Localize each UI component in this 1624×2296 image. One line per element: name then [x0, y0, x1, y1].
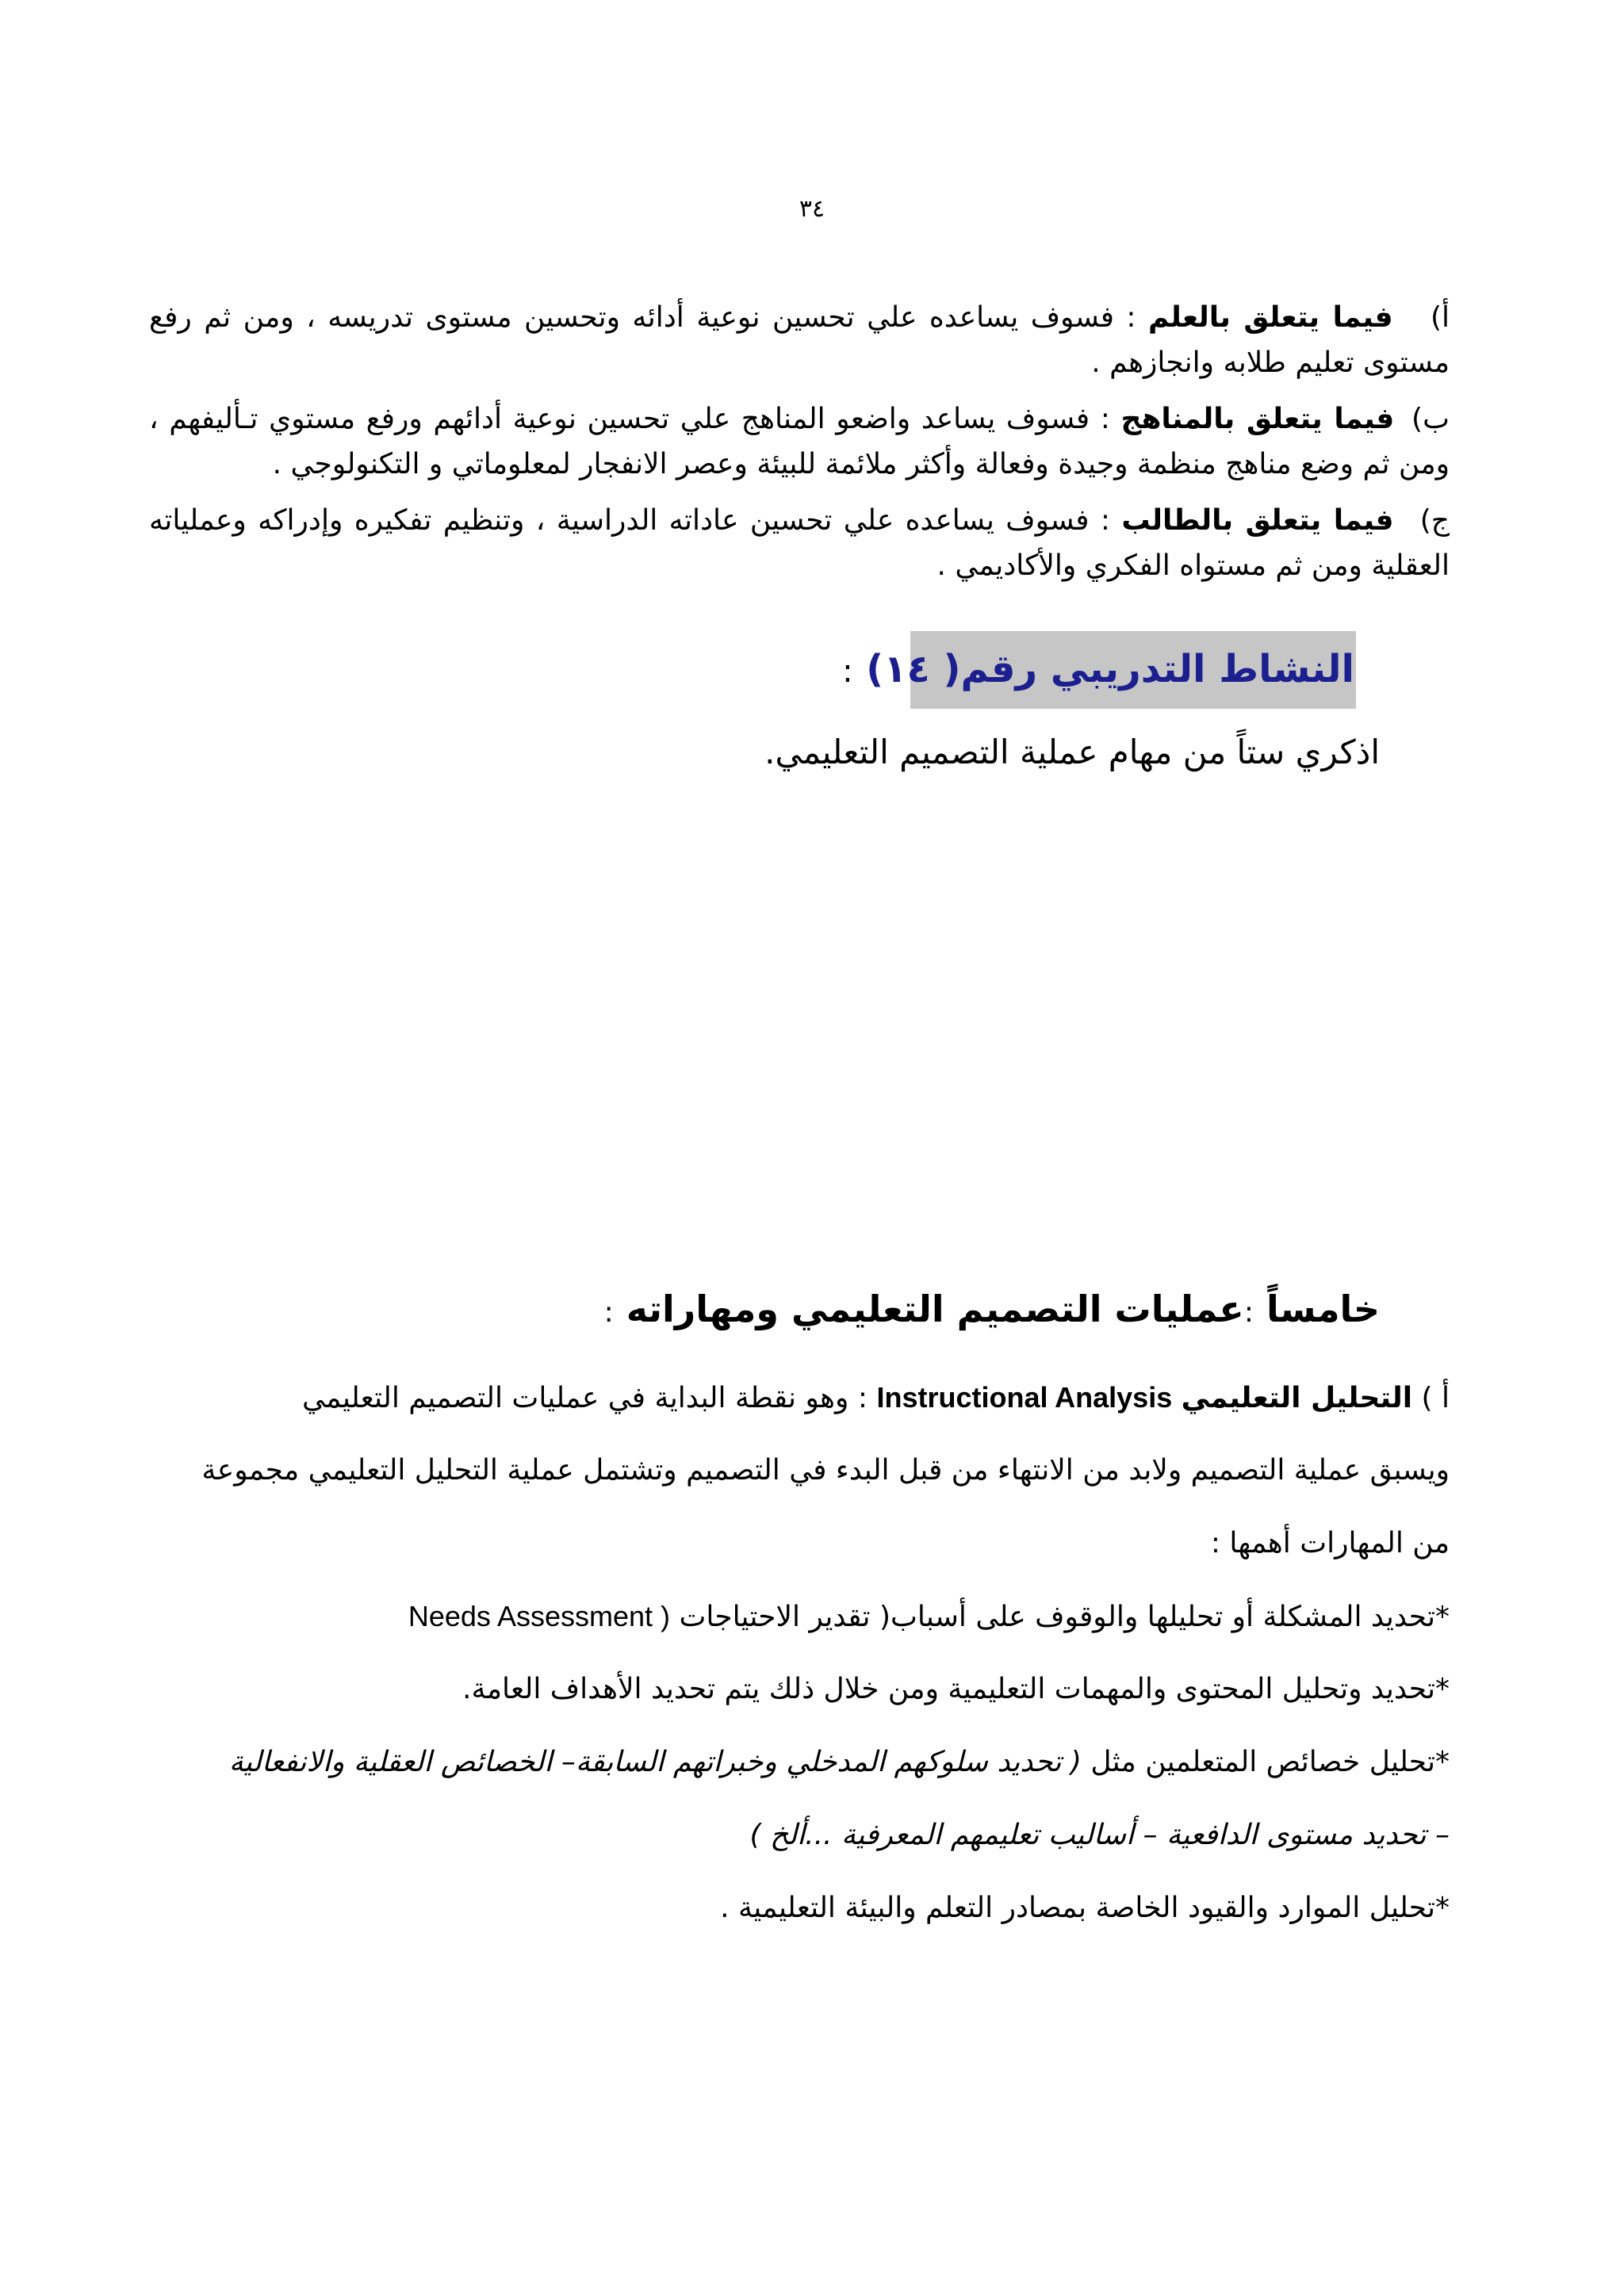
- bullet-text: *تحديد المشكلة أو تحليلها والوقوف على أسباب( تقدير الاحتياجات: [679, 1601, 1450, 1633]
- bullet-text: *تحليل خصائص المتعلمين مثل: [1090, 1746, 1450, 1778]
- bullet-learners: [229, 1743, 1450, 1782]
- intro-item-c: [149, 498, 1450, 588]
- activity-title-text: النشاط التدريبي رقم( ١٤): [866, 647, 1354, 691]
- bullet-needs: [408, 1597, 1450, 1637]
- analysis-marker: أ ): [1421, 1382, 1450, 1414]
- intro-item-a: [149, 295, 1450, 385]
- section-title: عمليات التصميم التعليمي ومهاراته: [626, 1288, 1244, 1330]
- analysis-line-1: [302, 1378, 1450, 1418]
- item-marker: أ): [1430, 301, 1450, 334]
- item-marker: ج): [1419, 504, 1450, 537]
- bullet-en: Needs Assessment ): [408, 1600, 670, 1632]
- analysis-label-ar: التحليل التعليمي: [1181, 1382, 1413, 1414]
- bullet-italic: ( تحديد سلوكهم المدخلي وخبراتهم السابقة– الخصائص العقلية والانفعالية: [228, 1746, 1082, 1778]
- page-number: ٣٤: [799, 196, 825, 222]
- section-prefix: خامساً: [1266, 1288, 1380, 1330]
- item-marker: ب): [1411, 403, 1450, 435]
- analysis-line-3: من المهارات أهمها :: [1210, 1527, 1450, 1559]
- item-text: : فسوف يساعده علي تحسين نوعية أدائه وتحسين مستوى تدريسه ، ومن ثم رفع مستوى تعليم طلابه وانجازهم .: [149, 301, 1450, 379]
- analysis-line-2: ويسبق عملية التصميم ولابد من الانتهاء من قبل البدء في التصميم وتشتمل عملية التحليل التعليمي مجموعة: [201, 1454, 1450, 1487]
- section-heading: خامساً :عمليات التصميم التعليمي ومهاراته :: [603, 1288, 1380, 1330]
- activity-prompt: اذكري ستاً من مهام عملية التصميم التعليمي.: [764, 733, 1380, 771]
- activity-title: [842, 641, 1354, 700]
- activity-colon: :: [842, 653, 853, 690]
- item-label: فيما يتعلق بالعلم: [1148, 301, 1393, 334]
- analysis-label-en: Instructional Analysis: [876, 1381, 1173, 1414]
- bullet-content: *تحديد وتحليل المحتوى والمهمات التعليمية ومن خلال ذلك يتم تحديد الأهداف العامة.: [462, 1673, 1450, 1705]
- item-label: فيما يتعلق بالمناهج: [1120, 403, 1395, 435]
- section-colon: :: [603, 1296, 614, 1329]
- intro-item-b: [149, 396, 1450, 487]
- analysis-line1-rest: : وهو نقطة البداية في عمليات التصميم التعليمي: [302, 1382, 868, 1414]
- item-text: : فسوف يساعد واضعو المناهج علي تحسين نوعية أدائهم ورفع مستوي تـأليفهم ، ومن ثم وضع مناهج منظمة وجيدة وفعالة وأكثر ملائمة للبيئة وعصر الانفجار لمعلوماتي و التكنولوجي .: [149, 403, 1450, 480]
- bullet-learners-cont: – تحديد مستوى الدافعية – أساليب تعليمهم المعرفية ...ألخ ): [749, 1819, 1450, 1851]
- item-label: فيما يتعلق بالطالب: [1121, 504, 1394, 537]
- bullet-resources: *تحليل الموارد والقيود الخاصة بمصادر التعلم والبيئة التعليمية .: [720, 1892, 1450, 1924]
- item-text: : فسوف يساعده علي تحسين عاداته الدراسية ، وتنظيم تفكيره وإدراكه وعملياته العقلية ومن ثم مستواه الفكري والأكاديمي .: [149, 504, 1450, 582]
